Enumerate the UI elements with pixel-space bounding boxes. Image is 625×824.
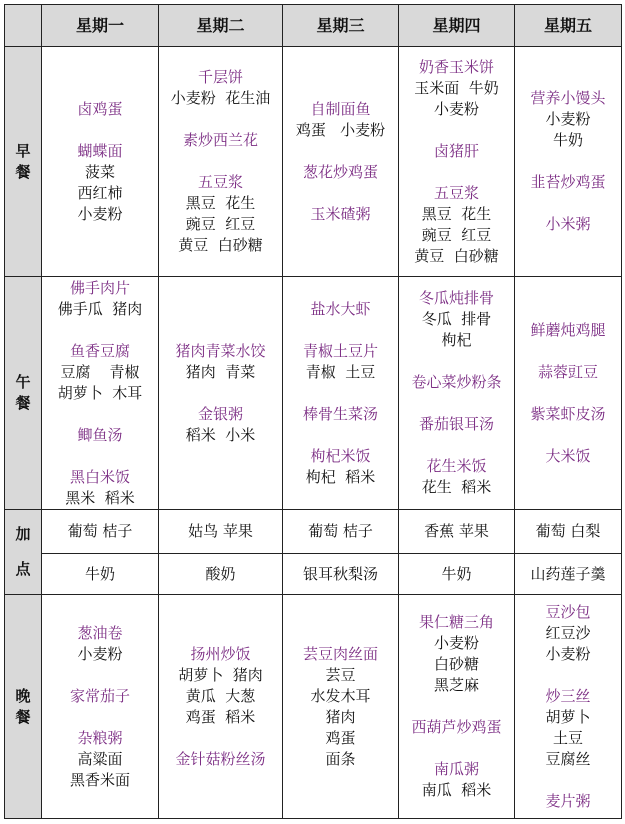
dish-name: 五豆浆 bbox=[433, 183, 479, 202]
dish-name: 花生米饭 bbox=[426, 457, 487, 475]
dish-name: 蝴蝶面 bbox=[77, 141, 123, 160]
snack-fruit-cell: 葡萄 白梨 bbox=[515, 510, 622, 554]
ingredient-line: 青椒 土豆 bbox=[305, 362, 376, 381]
ingredient-line: 土豆 bbox=[552, 728, 583, 747]
ingredient-line: 芸豆 bbox=[325, 665, 356, 684]
dish-name: 金银粥 bbox=[197, 404, 243, 423]
dish-name: 佛手肉片 bbox=[69, 278, 130, 297]
line-gap bbox=[411, 696, 501, 717]
dish-name: 大米饭 bbox=[545, 446, 591, 465]
day-header: 星期四 bbox=[399, 5, 515, 47]
line-gap bbox=[303, 425, 378, 446]
ingredient-line: 猪肉 bbox=[325, 707, 356, 726]
ingredient-line: 稻米 小米 bbox=[185, 425, 256, 444]
snack-fruit-cell: 香蕉 苹果 bbox=[399, 510, 515, 554]
dinner-cell bbox=[283, 595, 399, 819]
dish-name: 五豆浆 bbox=[197, 173, 243, 191]
lunch-cell bbox=[159, 277, 283, 510]
ingredient-line: 豆腐 青椒 bbox=[60, 362, 140, 381]
ingredient-line: 水发木耳 bbox=[310, 686, 371, 705]
cell-lines bbox=[296, 99, 385, 225]
dish-name: 豆沙包 bbox=[545, 602, 591, 621]
header-row bbox=[5, 5, 622, 47]
ingredient-line: 南瓜 稻米 bbox=[421, 781, 492, 799]
line-gap bbox=[411, 393, 501, 414]
dinner-cell bbox=[399, 595, 515, 819]
dish-name: 青椒土豆片 bbox=[302, 341, 378, 360]
cell-lines bbox=[70, 623, 130, 791]
breakfast-cell bbox=[515, 47, 622, 277]
day-header: 星期二 bbox=[159, 5, 283, 47]
cell-lines bbox=[411, 612, 501, 801]
dish-name: 猪肉青菜水饺 bbox=[175, 341, 266, 360]
ingredient-line: 枸杞 稻米 bbox=[305, 467, 376, 486]
day-header: 星期五 bbox=[515, 5, 622, 47]
snack-drink-cell: 银耳秋梨汤 bbox=[283, 554, 399, 595]
cell-lines bbox=[171, 67, 271, 256]
breakfast-cell bbox=[283, 47, 399, 277]
lunch-cell bbox=[283, 277, 399, 510]
line-gap bbox=[411, 738, 501, 759]
dish-name: 炒三丝 bbox=[545, 686, 591, 705]
line-gap bbox=[411, 351, 501, 372]
dinner-cell bbox=[159, 595, 283, 819]
ingredient-line: 鸡蛋 小麦粉 bbox=[295, 120, 386, 139]
dish-name: 果仁糖三角 bbox=[418, 613, 494, 631]
cell-lines bbox=[303, 644, 378, 770]
ingredient-line: 鸡蛋 稻米 bbox=[185, 707, 256, 726]
ingredient-line: 豆腐丝 bbox=[545, 749, 591, 768]
line-gap bbox=[530, 341, 605, 362]
dish-name: 紫菜虾皮汤 bbox=[530, 404, 606, 423]
ingredient-line: 小麦粉 bbox=[77, 204, 123, 223]
cell-lines bbox=[530, 320, 605, 467]
breakfast-cell bbox=[399, 47, 515, 277]
snack-fruit-cell: 葡萄 桔子 bbox=[42, 510, 159, 554]
ingredient-line: 黄豆 白砂糖 bbox=[178, 236, 263, 254]
cell-lines bbox=[545, 602, 590, 812]
ingredient-line: 小麦粉 bbox=[77, 644, 123, 663]
dish-name: 韭苔炒鸡蛋 bbox=[530, 173, 606, 191]
cell-lines bbox=[303, 299, 378, 488]
snack-fruit-row bbox=[5, 510, 622, 554]
ingredient-line: 枸杞 bbox=[441, 331, 472, 349]
dish-name: 盐水大虾 bbox=[310, 299, 371, 318]
line-gap bbox=[175, 728, 265, 749]
ingredient-line: 小麦粉 花生油 bbox=[170, 89, 271, 107]
dish-name: 葱花炒鸡蛋 bbox=[302, 162, 378, 181]
dish-name: 番茄银耳汤 bbox=[418, 415, 494, 433]
ingredient-line: 黑豆 花生 bbox=[421, 204, 492, 223]
ingredient-line: 小麦粉 bbox=[545, 644, 591, 663]
snack-fruit-cell: 葡萄 桔子 bbox=[283, 510, 399, 554]
line-gap bbox=[70, 665, 130, 686]
snack-drink-cell: 酸奶 bbox=[159, 554, 283, 595]
line-gap bbox=[414, 120, 499, 141]
dish-name: 卤猪肝 bbox=[433, 141, 479, 160]
cell-lines bbox=[175, 644, 265, 770]
line-gap bbox=[296, 183, 385, 204]
dish-name: 杂粮粥 bbox=[77, 728, 123, 747]
dish-name: 蒜蓉豇豆 bbox=[537, 362, 598, 381]
ingredient-line: 豌豆 红豆 bbox=[185, 215, 256, 233]
ingredient-line: 胡萝卜 木耳 bbox=[57, 383, 143, 402]
dish-name: 棒骨生菜汤 bbox=[302, 404, 378, 423]
line-gap bbox=[171, 109, 271, 130]
meal-label-snack: 加 点 bbox=[5, 510, 42, 595]
breakfast-cell bbox=[159, 47, 283, 277]
ingredient-line: 红豆沙 bbox=[545, 623, 591, 642]
ingredient-line: 牛奶 bbox=[552, 131, 583, 149]
cell-lines bbox=[530, 88, 605, 235]
ingredient-line: 豌豆 红豆 bbox=[421, 225, 492, 244]
ingredient-line: 黑芝麻 bbox=[433, 676, 479, 694]
dish-name: 冬瓜炖排骨 bbox=[418, 289, 494, 307]
ingredient-line: 小麦粉 bbox=[433, 634, 479, 652]
ingredient-line: 黑豆 花生 bbox=[185, 194, 256, 212]
dish-name: 鱼香豆腐 bbox=[69, 341, 130, 360]
dish-name: 麦片粥 bbox=[545, 791, 591, 810]
line-gap bbox=[411, 435, 501, 456]
ingredient-line: 面条 bbox=[325, 749, 356, 768]
line-gap bbox=[530, 425, 605, 446]
ingredient-line: 鸡蛋 bbox=[325, 728, 356, 747]
dish-name: 千层饼 bbox=[197, 68, 243, 86]
line-gap bbox=[414, 162, 499, 183]
ingredient-line: 黑米 稻米 bbox=[65, 488, 135, 507]
ingredient-line: 黑香米面 bbox=[69, 770, 130, 789]
snack-fruit-cell: 姑鸟 苹果 bbox=[159, 510, 283, 554]
dish-name: 黑白米饭 bbox=[69, 467, 130, 486]
line-gap bbox=[545, 770, 590, 791]
dish-name: 扬州炒饭 bbox=[190, 644, 251, 663]
cell-lines bbox=[77, 99, 122, 225]
cell-lines bbox=[414, 57, 499, 267]
lunch-row bbox=[5, 277, 622, 510]
ingredient-line: 白砂糖 bbox=[433, 655, 479, 673]
line-gap bbox=[530, 151, 605, 172]
line-gap bbox=[530, 193, 605, 214]
dinner-cell bbox=[42, 595, 159, 819]
breakfast-cell bbox=[42, 47, 159, 277]
dish-name: 南瓜粥 bbox=[433, 760, 479, 778]
ingredient-line: 西红柿 bbox=[77, 183, 123, 202]
dish-name: 金针菇粉丝汤 bbox=[175, 749, 266, 768]
cell-lines bbox=[175, 341, 265, 446]
lunch-cell bbox=[42, 277, 159, 510]
day-header: 星期一 bbox=[42, 5, 159, 47]
dish-name: 卷心菜炒粉条 bbox=[411, 373, 502, 391]
ingredient-line: 冬瓜 排骨 bbox=[421, 310, 492, 328]
ingredient-line: 胡萝卜 bbox=[545, 707, 591, 726]
dish-name: 西葫芦炒鸡蛋 bbox=[411, 718, 502, 736]
lunch-cell bbox=[399, 277, 515, 510]
dish-name: 鲫鱼汤 bbox=[77, 425, 123, 444]
day-header: 星期三 bbox=[283, 5, 399, 47]
line-gap bbox=[303, 383, 378, 404]
ingredient-line: 小麦粉 bbox=[433, 99, 479, 118]
line-gap bbox=[545, 665, 590, 686]
dish-name: 素炒西兰花 bbox=[182, 131, 258, 149]
line-gap bbox=[175, 383, 265, 404]
line-gap bbox=[530, 383, 605, 404]
dinner-row bbox=[5, 595, 622, 819]
dish-name: 营养小馒头 bbox=[530, 89, 606, 107]
cell-lines bbox=[58, 278, 143, 509]
corner-cell bbox=[5, 5, 42, 47]
ingredient-line: 黄瓜 大葱 bbox=[185, 686, 256, 705]
weekly-menu-table bbox=[4, 4, 622, 819]
ingredient-line: 高粱面 bbox=[77, 749, 123, 768]
ingredient-line: 佛手瓜 猪肉 bbox=[57, 299, 143, 318]
ingredient-line: 小麦粉 bbox=[545, 110, 591, 128]
ingredient-line: 黄豆 白砂糖 bbox=[414, 246, 499, 265]
dish-name: 枸杞米饭 bbox=[310, 446, 371, 465]
meal-label-breakfast: 早 餐 bbox=[5, 47, 42, 277]
dish-name: 芸豆肉丝面 bbox=[302, 644, 378, 663]
snack-drink-cell: 山药莲子羹 bbox=[515, 554, 622, 595]
dish-name: 小米粥 bbox=[545, 215, 591, 233]
ingredient-line: 胡萝卜 猪肉 bbox=[178, 665, 263, 684]
line-gap bbox=[296, 141, 385, 162]
line-gap bbox=[58, 320, 143, 341]
line-gap bbox=[303, 320, 378, 341]
lunch-cell bbox=[515, 277, 622, 510]
ingredient-line: 花生 稻米 bbox=[421, 478, 492, 496]
dinner-cell bbox=[515, 595, 622, 819]
ingredient-line: 猪肉 青菜 bbox=[185, 362, 256, 381]
line-gap bbox=[58, 404, 143, 425]
snack-drink-cell: 牛奶 bbox=[42, 554, 159, 595]
breakfast-row bbox=[5, 47, 622, 277]
dish-name: 葱油卷 bbox=[77, 623, 123, 642]
line-gap bbox=[171, 151, 271, 172]
snack-drink-cell: 牛奶 bbox=[399, 554, 515, 595]
snack-drink-row bbox=[5, 554, 622, 595]
dish-name: 家常茄子 bbox=[69, 686, 130, 705]
dish-name: 鲜蘑炖鸡腿 bbox=[530, 320, 606, 339]
cell-lines bbox=[411, 288, 501, 498]
line-gap bbox=[58, 446, 143, 467]
dish-name: 卤鸡蛋 bbox=[77, 99, 123, 118]
meal-label-dinner: 晚 餐 bbox=[5, 595, 42, 819]
ingredient-line: 菠菜 bbox=[84, 162, 115, 181]
meal-label-lunch: 午 餐 bbox=[5, 277, 42, 510]
dish-name: 奶香玉米饼 bbox=[418, 57, 494, 76]
ingredient-line: 玉米面 牛奶 bbox=[414, 78, 499, 97]
line-gap bbox=[70, 707, 130, 728]
dish-name: 玉米碴粥 bbox=[310, 204, 371, 223]
dish-name: 自制面鱼 bbox=[310, 99, 371, 118]
line-gap bbox=[77, 120, 122, 141]
